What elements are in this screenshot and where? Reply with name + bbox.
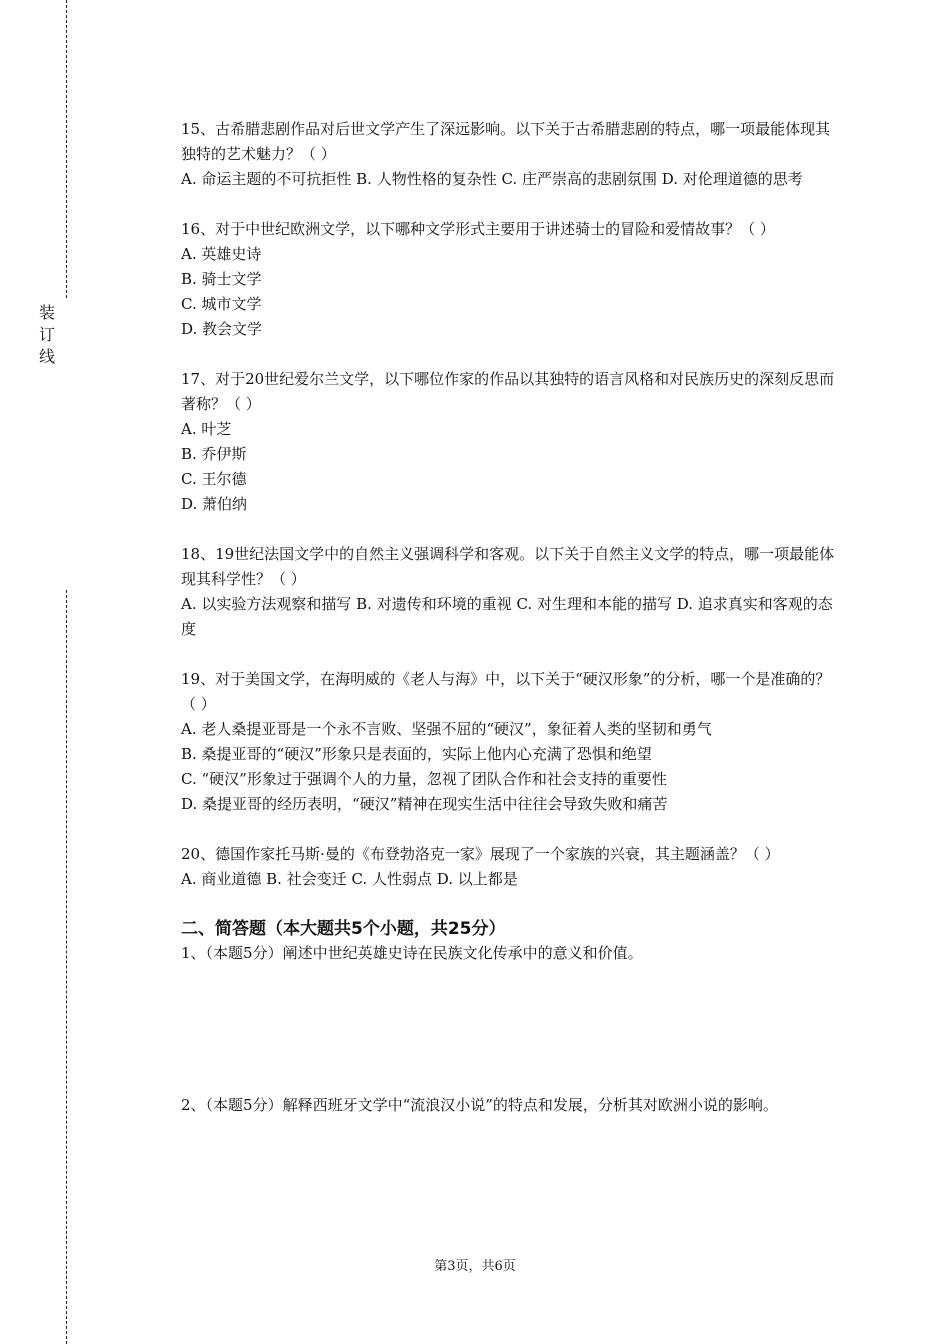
question-stem: 18、19世纪法国文学中的自然主义强调科学和客观。以下关于自然主义文学的特点，哪一项最能体现其科学性？（ ） bbox=[181, 545, 835, 588]
binding-line-top bbox=[66, 0, 67, 298]
option-a: A. 英雄史诗 bbox=[181, 245, 262, 263]
question-options: A. 以实验方法观察和描写 B. 对遗传和环境的重视 C. 对生理和本能的描写 D. 追求真实和客观的态度 bbox=[181, 595, 833, 638]
option-d: D. 萧伯纳 bbox=[181, 495, 248, 513]
option-c: C. 王尔德 bbox=[181, 470, 247, 488]
short-answer-question-1: 1、（本题5分）阐述中世纪英雄史诗在民族文化传承中的意义和价值。 bbox=[181, 944, 643, 962]
question-stem: 19、对于美国文学，在海明威的《老人与海》中，以下关于“硬汉形象”的分析，哪一个是准确的？（ ） bbox=[181, 670, 831, 713]
question-19 bbox=[181, 667, 841, 817]
question-stem: 20、德国作家托马斯·曼的《布登勃洛克一家》展现了一个家族的兴衰，其主题涵盖？（ ） bbox=[181, 845, 780, 863]
option-d: D. 教会文学 bbox=[181, 320, 263, 338]
option-a: A. 叶芝 bbox=[181, 420, 232, 438]
option-d: D. 桑提亚哥的经历表明，“硬汉”精神在现实生活中往往会导致失败和痛苦 bbox=[181, 795, 668, 813]
option-a: A. 老人桑提亚哥是一个永不言败、坚强不屈的“硬汉”，象征着人类的坚韧和勇气 bbox=[181, 720, 712, 738]
answer-space bbox=[181, 966, 841, 1093]
option-c: C. 城市文学 bbox=[181, 295, 262, 313]
short-answer-question-2: 2、（本题5分）解释西班牙文学中“流浪汉小说”的特点和发展，分析其对欧洲小说的影响。 bbox=[181, 1096, 778, 1114]
question-17 bbox=[181, 367, 841, 517]
option-b: B. 桑提亚哥的“硬汉”形象只是表面的，实际上他内心充满了恐惧和绝望 bbox=[181, 745, 652, 763]
option-b: B. 乔伊斯 bbox=[181, 445, 247, 463]
question-16 bbox=[181, 217, 841, 342]
question-options: A. 商业道德 B. 社会变迁 C. 人性弱点 D. 以上都是 bbox=[181, 870, 518, 888]
binding-label: 装订线 bbox=[38, 303, 55, 366]
exam-content bbox=[181, 117, 841, 1118]
question-18 bbox=[181, 542, 841, 642]
question-20 bbox=[181, 842, 841, 892]
option-b: B. 骑士文学 bbox=[181, 270, 262, 288]
question-stem: 17、对于20世纪爱尔兰文学，以下哪位作家的作品以其独特的语言风格和对民族历史的深刻反思而著称？（ ） bbox=[181, 370, 835, 413]
question-15 bbox=[181, 117, 841, 192]
binding-line-bottom bbox=[66, 590, 67, 1344]
section-title: 二、简答题（本大题共5个小题，共25分） bbox=[181, 919, 506, 939]
question-stem: 15、古希腊悲剧作品对后世文学产生了深远影响。以下关于古希腊悲剧的特点，哪一项最能体现其独特的艺术魅力？（ ） bbox=[181, 120, 831, 163]
question-options: A. 命运主题的不可抗拒性 B. 人物性格的复杂性 C. 庄严崇高的悲剧氛围 D. 对伦理道德的思考 bbox=[181, 170, 803, 188]
option-c: C. “硬汉”形象过于强调个人的力量，忽视了团队合作和社会支持的重要性 bbox=[181, 770, 667, 788]
question-stem: 16、对于中世纪欧洲文学，以下哪种文学形式主要用于讲述骑士的冒险和爱情故事？（ ） bbox=[181, 220, 775, 238]
page-footer: 第3页，共6页 bbox=[434, 1259, 516, 1274]
